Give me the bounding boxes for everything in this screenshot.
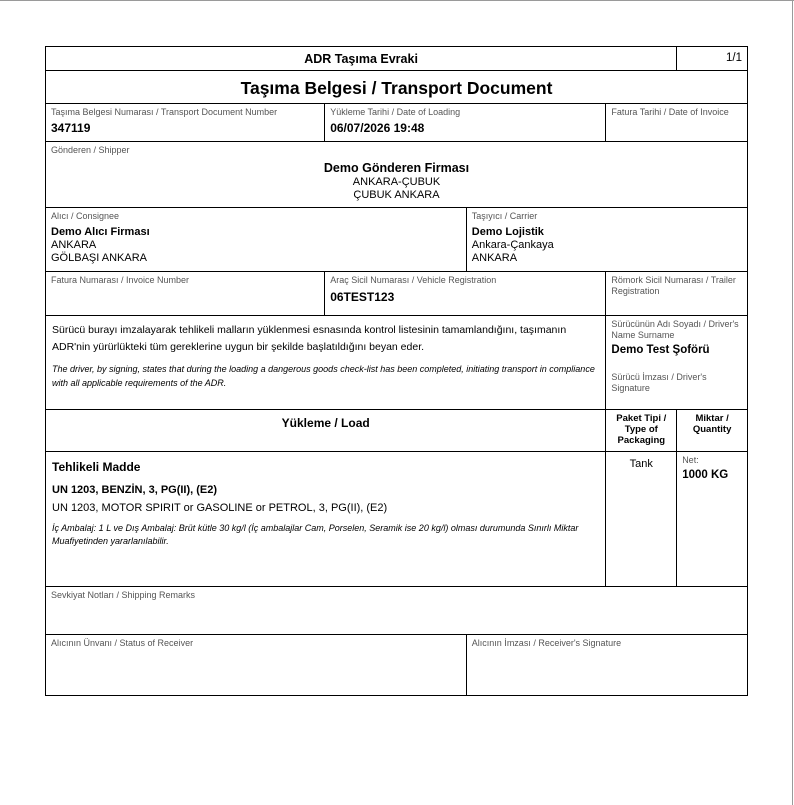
consignee-label: Alıcı / Consignee: [51, 211, 120, 221]
shipper-cell: [46, 142, 747, 207]
net-label: Net:: [682, 455, 699, 465]
load-body-row: [45, 452, 748, 587]
declaration-text-tr: Sürücü burayı imzalayarak tehlikeli malların yüklenmesi esnasında kontrol listesinin tamamlandığını, taşımanın ADR'nin yürürlükteki tüm gereklerine uygun bir şekilde başlatıldığını beyan eder.: [52, 324, 567, 353]
receiver-status-cell: [46, 635, 466, 695]
carrier-name: Demo Lojistik: [471, 226, 544, 238]
shipper-address-line1: ANKARA-ÇUBUK: [352, 176, 441, 188]
driver-name-label: Sürücünün Adı Soyadı / Driver's Name Surname: [611, 319, 739, 340]
loading-date-label: Yükleme Tarihi / Date of Loading: [330, 107, 461, 117]
vehicle-registration-cell: [324, 272, 605, 315]
page-edge: [792, 0, 793, 805]
consignee-address-line2: GÖLBAŞI ANKARA: [51, 252, 147, 264]
registration-row: [45, 272, 748, 316]
form-title-row: [45, 46, 748, 71]
remarks-row: [45, 587, 748, 635]
load-section-title: Yükleme / Load: [281, 416, 370, 430]
loading-date-value: 06/07/2026 19:48: [330, 121, 425, 135]
receiver-row: [45, 635, 748, 696]
goods-description-cell: [46, 452, 605, 586]
load-header-row: [45, 410, 748, 452]
carrier-label: Taşıyıcı / Carrier: [471, 211, 538, 221]
shipper-name: Demo Gönderen Firması: [323, 161, 470, 175]
remarks-label: Sevkiyat Notları / Shipping Remarks: [51, 590, 196, 600]
transport-document: [45, 46, 748, 696]
carrier-address-line1: Ankara-Çankaya: [471, 239, 554, 251]
carrier-address-line2: ANKARA: [471, 252, 518, 264]
invoice-date-label: Fatura Tarihi / Date of Invoice: [611, 107, 729, 117]
invoice-date-cell: [605, 104, 747, 141]
driver-name-value: Demo Test Şoförü: [611, 344, 710, 356]
declaration-text-en: The driver, by signing, states that during the loading a dangerous goods check-list has been completed, initiating transport in compliance with all applicable requirements of the ADR.: [52, 364, 595, 388]
un-line-en: UN 1203, MOTOR SPIRIT or GASOLINE or PETROL, 3, PG(II), (E2): [52, 502, 388, 514]
invoice-number-label: Fatura Numarası / Invoice Number: [51, 275, 190, 285]
carrier-cell: [466, 208, 747, 271]
document-number-label: Taşıma Belgesi Numarası / Transport Document Number: [51, 107, 278, 117]
document-title: Taşıma Belgesi / Transport Document: [240, 78, 553, 98]
shipper-label: Gönderen / Shipper: [51, 145, 130, 155]
receiver-signature-cell: [466, 635, 747, 695]
trailer-registration-label: Römork Sicil Numarası / Trailer Registration: [611, 275, 736, 296]
packaging-type-cell: [605, 452, 676, 586]
vehicle-registration-value: 06TEST123: [330, 290, 395, 304]
consignee-name: Demo Alıcı Firması: [51, 226, 150, 238]
quantity-cell: [676, 452, 747, 586]
receiver-signature-label: Alıcının İmzası / Receiver's Signature: [471, 638, 622, 648]
document-title-row: [45, 71, 748, 104]
packaging-type-header: Paket Tipi / Type of Packaging: [605, 410, 676, 451]
document-number-value: 347119: [51, 121, 91, 135]
goods-title: Tehlikeli Madde: [52, 460, 141, 474]
loading-date-cell: [324, 104, 605, 141]
page-edge: [0, 0, 794, 1]
form-title: ADR Taşıma Evraki: [304, 52, 418, 66]
packaging-type-value: Tank: [629, 458, 653, 470]
shipper-row: [45, 142, 748, 208]
document-info-row: [45, 104, 748, 142]
vehicle-registration-label: Araç Sicil Numarası / Vehicle Registration: [330, 275, 497, 285]
un-line-tr: UN 1203, BENZİN, 3, PG(II), (E2): [52, 484, 218, 496]
net-quantity-value: 1000 KG: [682, 469, 729, 481]
packaging-note: İç Ambalaj: 1 L ve Dış Ambalaj: Brüt kütle 30 kg/l (İç ambalajlar Cam, Porselen, Seramik ise 20 kg/l) olması durumunda Sınırlı Miktar Muafiyetinden yararlanılabilir.: [52, 523, 579, 546]
consignee-carrier-row: [45, 208, 748, 272]
remarks-cell: [46, 587, 747, 634]
driver-signature-label: Sürücü İmzası / Driver's Signature: [611, 372, 707, 393]
quantity-header: Miktar / Quantity: [676, 410, 747, 451]
page-count: 1/1: [676, 47, 747, 70]
consignee-cell: [46, 208, 466, 271]
invoice-number-cell: [46, 272, 324, 315]
receiver-status-label: Alıcının Ünvanı / Status of Receiver: [51, 638, 194, 648]
trailer-registration-cell: [605, 272, 747, 315]
driver-cell: [605, 316, 747, 409]
declaration-row: [45, 316, 748, 410]
shipper-address-line2: ÇUBUK ANKARA: [353, 189, 440, 201]
declaration-cell: [46, 316, 605, 409]
document-number-cell: [46, 104, 324, 141]
consignee-address-line1: ANKARA: [51, 239, 97, 251]
